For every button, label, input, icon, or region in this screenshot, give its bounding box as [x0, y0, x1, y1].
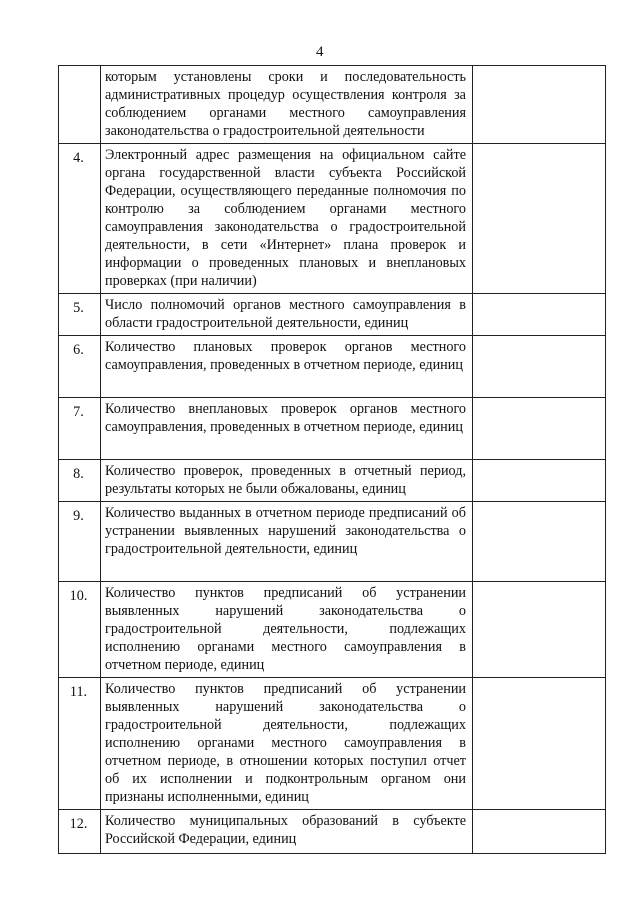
- table-row: [59, 398, 606, 460]
- table-row: [59, 144, 606, 294]
- row-value-cell[interactable]: [473, 460, 606, 502]
- row-number: 12.: [59, 810, 101, 854]
- table-row: [59, 66, 606, 144]
- table-row: [59, 678, 606, 810]
- row-value-cell[interactable]: [473, 502, 606, 582]
- row-number: 5.: [59, 294, 101, 336]
- row-number: [59, 66, 101, 144]
- row-description: Количество плановых проверок органов местного самоуправления, проведенных в отчетном периоде, единиц: [101, 336, 473, 398]
- row-number: 4.: [59, 144, 101, 294]
- table-row: [59, 460, 606, 502]
- row-value-cell[interactable]: [473, 336, 606, 398]
- table-row: [59, 336, 606, 398]
- table-row: [59, 582, 606, 678]
- table-row: [59, 810, 606, 854]
- row-description: которым установлены сроки и последовательность административных процедур осуществления контроля за соблюдением органами местного самоуправления законодательства о градостроительной деятельности: [101, 66, 473, 144]
- row-value-cell[interactable]: [473, 582, 606, 678]
- row-number: 7.: [59, 398, 101, 460]
- row-description: Число полномочий органов местного самоуправления в области градостроительной деятельности, единиц: [101, 294, 473, 336]
- row-description: Электронный адрес размещения на официальном сайте органа государственной власти субъекта Российской Федерации, осуществляющего переданные полномочия по контролю за соблюдением органами местного самоуправления законодательства о градостроительной деятельности, в сети «Интернет» плана проверок и информации о проведенных плановых и внеплановых проверках (при наличии): [101, 144, 473, 294]
- table-row: [59, 294, 606, 336]
- row-description: Количество выданных в отчетном периоде предписаний об устранении выявленных нарушений законодательства о градостроительной деятельности, единиц: [101, 502, 473, 582]
- row-value-cell[interactable]: [473, 144, 606, 294]
- row-number: 6.: [59, 336, 101, 398]
- row-number: 9.: [59, 502, 101, 582]
- row-value-cell[interactable]: [473, 810, 606, 854]
- report-table: [58, 65, 606, 854]
- row-number: 10.: [59, 582, 101, 678]
- row-value-cell[interactable]: [473, 294, 606, 336]
- row-value-cell[interactable]: [473, 66, 606, 144]
- page-number: 4: [316, 44, 324, 60]
- row-number: 11.: [59, 678, 101, 810]
- row-value-cell[interactable]: [473, 678, 606, 810]
- row-value-cell[interactable]: [473, 398, 606, 460]
- row-description: Количество проверок, проведенных в отчетный период, результаты которых не были обжалованы, единиц: [101, 460, 473, 502]
- table-row: [59, 502, 606, 582]
- row-description: Количество муниципальных образований в субъекте Российской Федерации, единиц: [101, 810, 473, 854]
- row-description: Количество пунктов предписаний об устранении выявленных нарушений законодательства о градостроительной деятельности, подлежащих исполнению органами местного самоуправления в отчетном периоде, в отношении которых поступил отчет об их исполнении и подконтрольным органом они признаны исполненными, единиц: [101, 678, 473, 810]
- row-description: Количество пунктов предписаний об устранении выявленных нарушений законодательства о градостроительной деятельности, подлежащих исполнению органами местного самоуправления в отчетном периоде, единиц: [101, 582, 473, 678]
- row-number: 8.: [59, 460, 101, 502]
- row-description: Количество внеплановых проверок органов местного самоуправления, проведенных в отчетном периоде, единиц: [101, 398, 473, 460]
